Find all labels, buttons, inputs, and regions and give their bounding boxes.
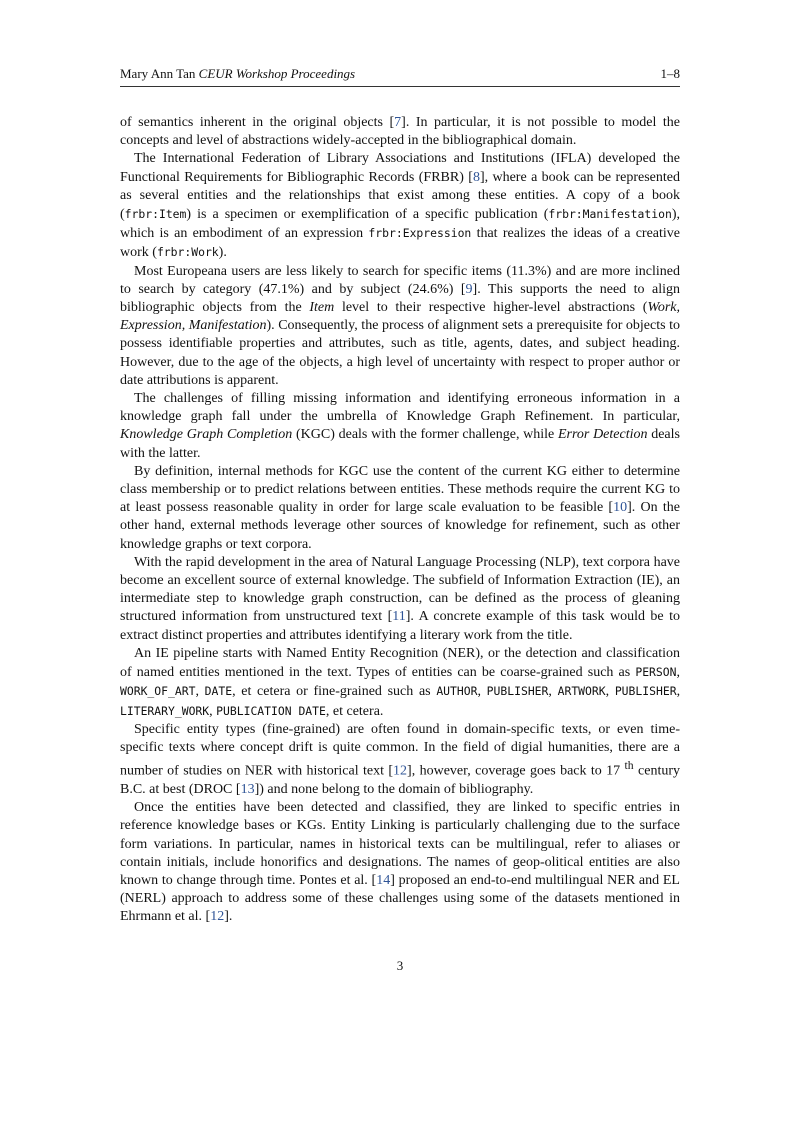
citation-link[interactable]: 13 (240, 781, 255, 797)
paragraph-9: Once the entities have been detected and classified, they are linked to specific entries in reference knowledge bases or KGs. Entity Linking is particularly challenging due to the surface form variations. In particular, names in historical texts can be multilingual, refer to aliases or contain initials, include honorifics and designations. The names of geop-olitical entities are also known to change through time. Pontes et al. [14] proposed an end-to-end multilingual NER and EL (NERL) approach to address some of these challenges using some of the datasets mentioned in Ehrmann et al. [12]. (120, 800, 680, 925)
paragraph-2: The International Federation of Library Associations and Institutions (IFLA) developed the Functional Requirements for Bibliographic Records (FRBR) [8], where a book can be represented as several entities and the relationships that exist among these entities. A copy of a book (frbr:Item) is a specimen or exemplification of a specific publication (frbr:Manifestation), which is an embodiment of an expression frbr:Expression that realizes the ideas of a creative work (frbr:Work). (120, 151, 680, 261)
citation-link[interactable]: 10 (613, 500, 628, 516)
code-term: frbr:Expression (368, 226, 472, 241)
paragraph-6: With the rapid development in the area of Natural Language Processing (NLP), text corpora have become an excellent source of external knowledge. The subfield of Information Extraction (IE), an intermediate step to knowledge graph construction, can be defined as the process of gleaning structured information from unstructured text [11]. A concrete example of this task would be to extract distinct properties and attributes identifying a literary work from the title. (120, 554, 680, 643)
citation-link[interactable]: 12 (210, 909, 225, 925)
code-term: frbr:Work (156, 245, 219, 260)
entity-type: PUBLICATION DATE (216, 703, 326, 718)
citation-link[interactable]: 7 (394, 115, 402, 130)
entity-type: DATE (204, 684, 233, 699)
entity-type: LITERARY_WORK (120, 703, 210, 718)
citation-link[interactable]: 8 (472, 169, 480, 185)
header-venue: CEUR Workshop Proceedings (198, 66, 356, 81)
italic-term: Work, Expression, Manifestation (120, 300, 680, 334)
italic-term: Error Detection (557, 427, 648, 443)
entity-type: AUTHOR (436, 684, 478, 699)
paragraph-8: Specific entity types (fine-grained) are often found in domain-specific texts, or even time-specific texts where concept drift is quite common. In the field of digial humanities, there are a number of studies on NER with historical text [12], however, coverage goes back to 17 $^{th}$ century B.C. at best (DROC [13]) and none belong to the domain of bibliography. (120, 721, 680, 797)
superscript: th (624, 759, 634, 773)
page-number: 3 (396, 958, 404, 973)
paragraph-1: of semantics inherent in the original objects [7]. In particular, it is not possible to model the concepts and level of abstractions widely-accepted in the bibliographical domain. (120, 115, 681, 149)
paragraph-4: The challenges of filling missing information and identifying erroneous information in a knowledge graph fall under the umbrella of Knowledge Graph Refinement. In particular, Knowledge Graph Completion (KGC) deals with the former challenge, while Error Detection deals with the latter. (120, 391, 680, 461)
italic-term: Knowledge Graph Completion (120, 427, 293, 443)
paragraph-7: An IE pipeline starts with Named Entity Recognition (NER), or the detection and classification of named entities mentioned in the text. Types of entities can be coarse-grained such as PERSON, WORK_OF_ART, DATE, et cetera or fine-grained such as AUTHOR, PUBLISHER, ARTWORK, PUBLISHER, LITERARY_WORK, PUBLICATION DATE, et cetera. (120, 645, 681, 719)
paragraph-3: Most Europeana users are less likely to search for specific items (11.3%) and are more inclined to search by category (47.1%) and by subject (24.6%) [9]. This supports the need to align bibliographic objects from the Item level to their respective higher-level abstractions (Work, Expression, Manifestation). Consequently, the process of alignment sets a prerequisite for objects to possess identifiable properties and attributes, such as title, agents, dates, and subject heading. However, due to the age of the objects, a high level of uncertainty with respect to proper author or date attributions is apparent. (120, 263, 680, 388)
entity-type: WORK_OF_ART (120, 684, 196, 699)
paragraph-5: By definition, internal methods for KGC use the content of the current KG either to determine class membership or to predict relations between entities. These methods require the current KG to at least possess reasonable quality in order for large scale evaluation to be feasible [10]. On the other hand, external methods leverage other sources of knowledge for refinement, such as other knowledge graphs or text corpora. (120, 463, 680, 552)
entity-type: ARTWORK (557, 684, 606, 699)
citation-link[interactable]: 9 (465, 281, 473, 297)
header-author: Mary Ann Tan (120, 66, 196, 81)
entity-type: PUBLISHER (614, 684, 677, 699)
header-rule (120, 86, 680, 87)
entity-type: PUBLISHER (486, 684, 549, 699)
running-header (120, 66, 680, 82)
code-term: frbr:Item (124, 207, 187, 222)
citation-link[interactable]: 12 (393, 763, 408, 779)
italic-term: Item (309, 300, 335, 316)
body-text (120, 114, 680, 927)
header-page-range: 1–8 (660, 66, 680, 81)
code-term: frbr:Manifestation (548, 207, 672, 222)
citation-link[interactable]: 11 (392, 609, 406, 625)
citation-link[interactable]: 14 (376, 872, 391, 888)
entity-type: PERSON (635, 665, 677, 680)
